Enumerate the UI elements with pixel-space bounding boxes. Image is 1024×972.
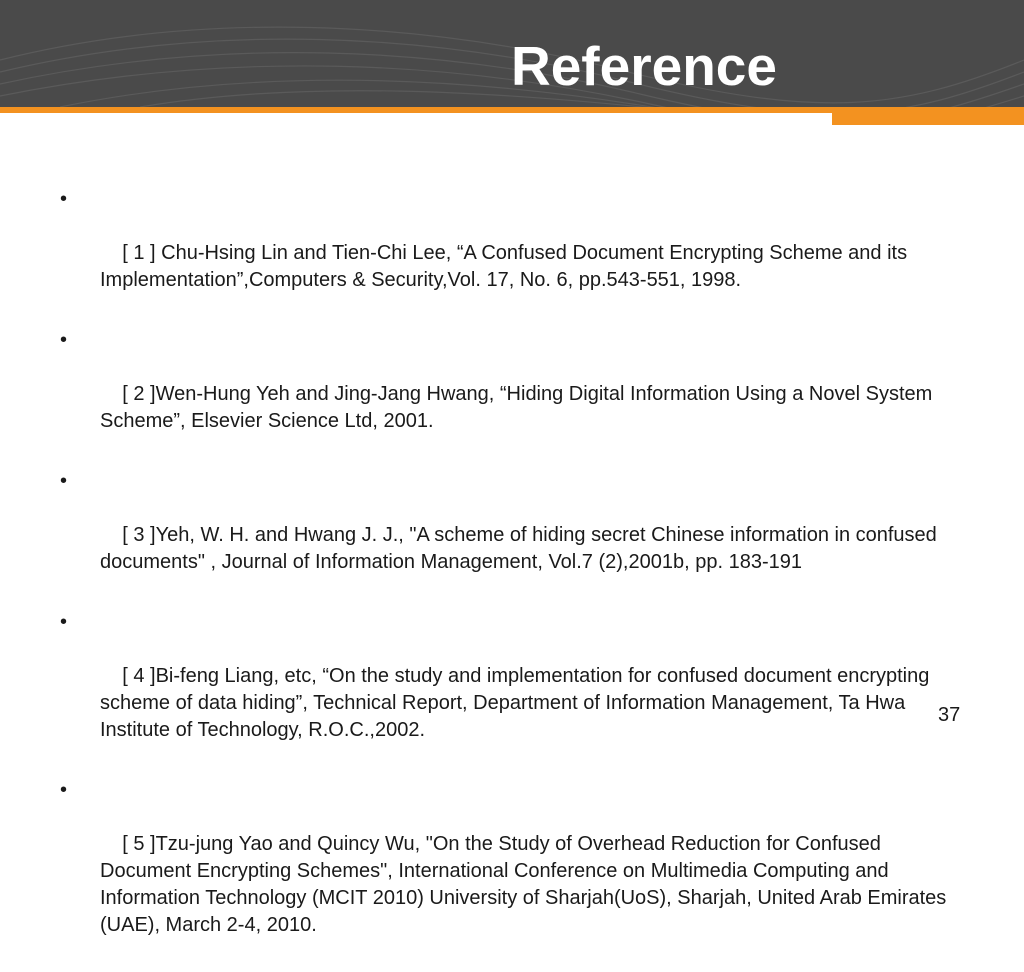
reference-text: [ 2 ]Wen-Hung Yeh and Jing-Jang Hwang, “Hiding Digital Information Using a Novel System Scheme”, Elsevier Science Ltd, 2001. bbox=[100, 383, 938, 432]
reference-item bbox=[60, 468, 960, 603]
slide-header bbox=[0, 0, 1024, 107]
bullet-icon: • bbox=[60, 611, 68, 633]
reference-text: [ 3 ]Yeh, W. H. and Hwang J. J., "A scheme of hiding secret Chinese information in confused documents" , Journal of Information Management, Vol.7 (2),2001b, pp. 183-191 bbox=[100, 524, 948, 573]
reference-item bbox=[60, 777, 960, 966]
header-accent-tab bbox=[832, 113, 1024, 125]
reference-text: [ 4 ]Bi-feng Liang, etc, “On the study and implementation for confused document encrypting scheme of data hiding”, Technical Report, Department of Information Management, Ta Hwa Institute of Technology, R.O.C.,2002. bbox=[100, 665, 935, 741]
page-number: 37 bbox=[938, 704, 961, 726]
reference-item bbox=[60, 327, 960, 462]
reference-text: [ 1 ] Chu-Hsing Lin and Tien-Chi Lee, “A Confused Document Encrypting Scheme and its Implementation”,Computers & Security,Vol. 17, No. 6, pp.543-551, 1998. bbox=[100, 242, 913, 291]
slide-title: Reference bbox=[511, 35, 777, 97]
bullet-icon: • bbox=[60, 470, 68, 492]
reference-item bbox=[60, 186, 960, 321]
bullet-icon: • bbox=[60, 188, 68, 210]
reference-text: [ 5 ]Tzu-jung Yao and Quincy Wu, "On the Study of Overhead Reduction for Confused Document Encrypting Schemes", International Conference on Multimedia Computing and Information Technology (MCIT 2010) University of Sharjah(UoS), Sharjah, United Arab Emirates (UAE), March 2-4, 2010. bbox=[100, 833, 952, 936]
reference-item bbox=[60, 609, 960, 771]
bullet-icon: • bbox=[60, 329, 68, 351]
bullet-icon: • bbox=[60, 779, 68, 801]
reference-list bbox=[60, 186, 960, 972]
